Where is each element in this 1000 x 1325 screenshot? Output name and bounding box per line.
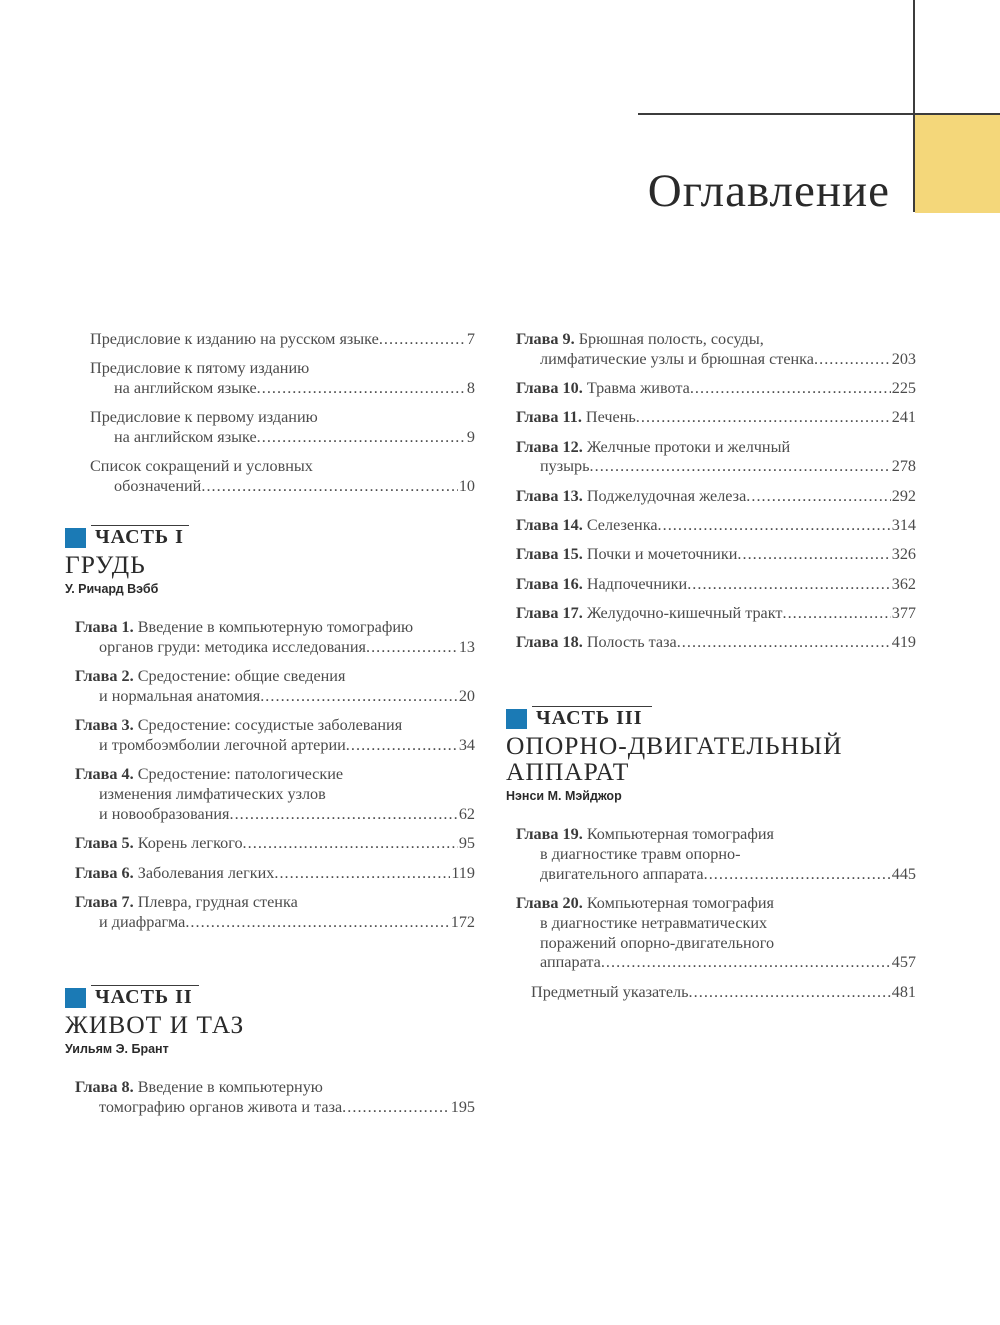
index-entry[interactable] — [506, 983, 916, 1003]
entry-title-text: Печень — [585, 408, 636, 427]
dot-leader — [346, 736, 458, 756]
entry-title-text: Надпочечники — [586, 574, 688, 593]
page-number: 203 — [891, 349, 916, 368]
entry-title-text: Заболевания легких — [137, 863, 275, 882]
page-number: 225 — [891, 379, 916, 398]
toc-line-text — [516, 408, 636, 428]
entry-title-text: Введение в компьютерную томографию — [137, 618, 414, 637]
toc-line — [531, 983, 916, 1003]
dot-leader — [260, 687, 458, 707]
entry-title-text: поражений опорно-двигательного — [540, 933, 775, 952]
page-number: 195 — [450, 1098, 475, 1117]
entry-title-text: и новообразования — [99, 804, 230, 823]
entry-title-text: Предисловие к пятому изданию — [90, 359, 310, 378]
toc-right-column — [506, 330, 916, 1012]
toc-line — [516, 604, 916, 624]
toc-line — [516, 865, 916, 885]
dot-leader — [677, 633, 891, 653]
entry-title-text: Предисловие к изданию на русском языке — [90, 330, 379, 348]
part-3-chapter-list — [506, 825, 916, 973]
dot-leader — [636, 408, 891, 428]
chapter-number: Глава 1. — [75, 618, 134, 637]
part-1 — [65, 524, 475, 932]
toc-line — [75, 638, 475, 658]
part-3-name-line-1: ОПОРНО-ДВИГАТЕЛЬНЫЙ — [506, 731, 843, 761]
chapter-entry[interactable] — [65, 834, 475, 854]
part-2-chapter-list — [65, 1078, 475, 1118]
entry-title-text: на английском языке — [114, 379, 257, 398]
part-1-author: У. Ричард Вэбб — [65, 582, 159, 597]
toc-line — [75, 805, 475, 825]
entry-title-text: Средостение: сосудистые заболевания — [137, 716, 403, 735]
toc-line — [90, 408, 475, 428]
part-1-label-row — [65, 524, 475, 550]
toc-line-text — [516, 379, 690, 399]
chapter-number: Глава 7. — [75, 892, 134, 911]
entry-title-text: Травма живота — [586, 379, 690, 398]
part-2-label: ЧАСТЬ II — [95, 986, 193, 1009]
dot-leader — [737, 545, 890, 565]
toc-line-text — [99, 1098, 342, 1118]
toc-line-text — [516, 487, 746, 507]
toc-line-text — [75, 864, 274, 884]
toc-line — [516, 934, 916, 954]
toc-line-text — [99, 736, 346, 756]
toc-line — [75, 913, 475, 933]
part-3-name — [506, 733, 916, 785]
toc-line-text — [540, 350, 814, 370]
toc-line — [516, 487, 916, 507]
dot-leader — [243, 834, 458, 854]
part-2-label-row — [65, 984, 475, 1010]
toc-line — [516, 845, 916, 865]
page-number: 278 — [891, 457, 916, 476]
toc-line-text — [540, 865, 704, 885]
page-number: 95 — [458, 834, 475, 853]
page-number: 362 — [891, 574, 916, 593]
toc-line — [90, 457, 475, 477]
toc-line-text — [114, 428, 257, 448]
chapter-number: Глава 18. — [516, 633, 583, 652]
toc-line-text — [99, 687, 260, 707]
chapter-entry[interactable] — [506, 516, 916, 536]
chapter-entry[interactable] — [65, 893, 475, 933]
preface-list — [65, 330, 475, 497]
page-title: Оглавление — [647, 165, 890, 217]
toc-line — [75, 716, 475, 736]
toc-line — [90, 428, 475, 448]
chapter-number: Глава 19. — [516, 825, 583, 844]
toc-line-text — [99, 638, 366, 658]
chapter-number: Глава 5. — [75, 834, 134, 853]
entry-title-text: Средостение: общие сведения — [137, 667, 346, 686]
entry-title-text: и нормальная анатомия — [99, 686, 261, 705]
toc-line — [75, 1078, 475, 1098]
dot-leader — [687, 575, 891, 595]
chapter-entry[interactable] — [506, 438, 916, 478]
entry-title-text: Желчные протоки и желчный — [586, 437, 791, 456]
chapter-entry[interactable] — [65, 716, 475, 756]
toc-line-text — [540, 953, 601, 973]
dot-leader — [185, 913, 449, 933]
toc-line — [75, 834, 475, 854]
toc-line — [75, 864, 475, 884]
toc-line — [75, 618, 475, 638]
toc-line — [516, 545, 916, 565]
entry-title-text: изменения лимфатических узлов — [99, 785, 326, 804]
page-number: 10 — [458, 477, 475, 496]
page-number: 172 — [450, 912, 475, 931]
dot-leader — [201, 477, 457, 497]
entry-title-text: Список сокращений и условных — [90, 457, 313, 476]
part-1-label: ЧАСТЬ I — [95, 526, 184, 549]
chapter-entry[interactable] — [506, 487, 916, 507]
page-number: 8 — [466, 379, 475, 398]
part-2 — [65, 984, 475, 1118]
part-2-chapter-list-continued — [506, 330, 916, 653]
chapter-number: Глава 8. — [75, 1078, 134, 1097]
dot-leader — [689, 983, 891, 1003]
entry-title-text: Компьютерная томография — [586, 893, 774, 912]
toc-line — [75, 687, 475, 707]
toc-line — [90, 359, 475, 379]
toc-line — [516, 408, 916, 428]
toc-line-text — [516, 575, 687, 595]
chapter-number: Глава 11. — [516, 408, 582, 427]
entry-title-text: на английском языке — [114, 428, 257, 447]
chapter-number: Глава 9. — [516, 330, 575, 348]
page-number: 20 — [458, 686, 475, 705]
dot-leader — [274, 864, 450, 884]
page-number: 314 — [891, 516, 916, 535]
page-number: 292 — [891, 486, 916, 505]
page-number: 241 — [891, 408, 916, 427]
toc-line — [90, 477, 475, 497]
chapter-number: Глава 14. — [516, 516, 583, 535]
entry-title-text: в диагностике травм опорно- — [540, 844, 741, 863]
part-2-square-marker — [65, 988, 86, 1008]
toc-line — [75, 785, 475, 805]
chapter-entry[interactable] — [506, 633, 916, 653]
entry-title-text: обозначений — [114, 477, 202, 496]
chapter-number: Глава 10. — [516, 379, 583, 398]
toc-line — [516, 350, 916, 370]
chapter-number: Глава 13. — [516, 486, 583, 505]
entry-title-text: Введение в компьютерную — [137, 1078, 323, 1097]
chapter-number: Глава 20. — [516, 893, 583, 912]
toc-line — [75, 1098, 475, 1118]
corner-color-block — [915, 115, 1000, 213]
chapter-number: Глава 17. — [516, 603, 583, 622]
entry-title-text: Плевра, грудная стенка — [137, 892, 298, 911]
toc-line — [516, 457, 916, 477]
chapter-entry[interactable] — [65, 618, 475, 658]
page-number: 62 — [458, 804, 475, 823]
dot-leader — [590, 457, 891, 477]
entry-title-text: Компьютерная томография — [586, 825, 774, 844]
entry-title-text: в диагностике нетравматических — [540, 913, 768, 932]
entry-title-text: Почки и мочеточники — [586, 545, 738, 564]
chapter-entry[interactable] — [65, 1078, 475, 1118]
preface-entry[interactable] — [65, 457, 475, 497]
chapter-number: Глава 6. — [75, 863, 134, 882]
dot-leader — [257, 379, 466, 399]
chapter-entry[interactable] — [506, 604, 916, 624]
part-2-name: ЖИВОТ И ТАЗ — [65, 1010, 245, 1040]
toc-line — [516, 330, 916, 350]
toc-line — [90, 379, 475, 399]
part-1-chapter-list — [65, 618, 475, 932]
dot-leader — [814, 350, 891, 370]
part-3-name-line-2: АППАРАТ — [506, 757, 630, 787]
toc-line-text — [75, 834, 243, 854]
entry-title-text: аппарата — [540, 953, 601, 972]
dot-leader — [229, 805, 457, 825]
toc-line — [516, 633, 916, 653]
dot-leader — [658, 516, 891, 536]
toc-line-text — [99, 913, 185, 933]
toc-line-text — [114, 477, 201, 497]
page-number: 457 — [891, 953, 916, 972]
entry-title-text: пузырь — [540, 457, 590, 476]
toc-line-text — [114, 379, 257, 399]
entry-title-text: Брюшная полость, сосуды, — [578, 330, 764, 348]
toc-line — [516, 914, 916, 934]
chapter-entry[interactable] — [506, 330, 916, 370]
chapter-number: Глава 15. — [516, 545, 583, 564]
toc-line — [90, 330, 475, 350]
chapter-entry[interactable] — [65, 667, 475, 707]
chapter-number: Глава 4. — [75, 765, 134, 784]
entry-title-text: Предметный указатель — [531, 982, 689, 1001]
chapter-number: Глава 2. — [75, 667, 134, 686]
page-number: 377 — [891, 603, 916, 622]
toc-line — [75, 765, 475, 785]
dot-leader — [366, 638, 458, 658]
chapter-number: Глава 16. — [516, 574, 583, 593]
part-2-author: Уильям Э. Брант — [65, 1042, 169, 1057]
part-3 — [506, 705, 916, 973]
toc-line — [516, 825, 916, 845]
dot-leader — [257, 428, 466, 448]
entry-title-text: двигательного аппарата — [540, 864, 704, 883]
entry-title-text: Корень легкого — [137, 834, 243, 853]
entry-title-text: Средостение: патологические — [137, 765, 344, 784]
toc-line — [516, 575, 916, 595]
dot-leader — [704, 865, 891, 885]
toc-left-column — [65, 330, 475, 1128]
dot-leader — [746, 487, 890, 507]
chapter-entry[interactable] — [506, 825, 916, 884]
entry-title-text: органов груди: методика исследования — [99, 637, 366, 656]
part-3-square-marker — [506, 709, 527, 729]
chapter-number: Глава 12. — [516, 437, 583, 456]
entry-title-text: и диафрагма — [99, 912, 186, 931]
page-number: 119 — [451, 863, 475, 882]
entry-title-text: Поджелудочная железа — [586, 486, 747, 505]
chapter-entry[interactable] — [65, 864, 475, 884]
chapter-entry[interactable] — [65, 765, 475, 824]
entry-title-text: лимфатические узлы и брюшная стенка — [540, 349, 814, 368]
part-1-name: ГРУДЬ — [65, 550, 146, 580]
chapter-entry[interactable] — [506, 894, 916, 973]
entry-title-text: и тромбоэмболии легочной артерии — [99, 736, 346, 755]
toc-line-text — [516, 545, 737, 565]
chapter-entry[interactable] — [506, 575, 916, 595]
toc-line-text — [531, 983, 689, 1003]
page-number: 445 — [891, 864, 916, 883]
toc-line-text — [90, 330, 379, 350]
page-number: 13 — [458, 637, 475, 656]
entry-title-text: Желудочно-кишечный тракт — [586, 603, 783, 622]
entry-title-text: томографию органов живота и таза — [99, 1098, 343, 1117]
dot-leader — [342, 1098, 450, 1118]
page-number: 9 — [466, 428, 475, 447]
toc-line — [75, 667, 475, 687]
preface-entry[interactable] — [65, 359, 475, 399]
dot-leader — [690, 379, 891, 399]
chapter-number: Глава 3. — [75, 716, 134, 735]
toc-line — [75, 893, 475, 913]
page-number: 34 — [458, 736, 475, 755]
chapter-entry[interactable] — [506, 408, 916, 428]
entry-title-text: Предисловие к первому изданию — [90, 408, 318, 427]
part-3-label: ЧАСТЬ III — [536, 707, 643, 730]
page-number: 481 — [891, 982, 916, 1001]
dot-leader — [782, 604, 890, 624]
entry-title-text: Селезенка — [586, 516, 658, 535]
toc-line — [516, 438, 916, 458]
preface-entry[interactable] — [65, 408, 475, 448]
page-number: 7 — [466, 330, 475, 348]
chapter-entry[interactable] — [506, 379, 916, 399]
toc-line — [516, 379, 916, 399]
dot-leader — [601, 953, 891, 973]
part-3-label-row — [506, 705, 916, 731]
toc-line-text — [540, 457, 590, 477]
toc-line — [516, 516, 916, 536]
part-3-author: Нэнси М. Мэйджор — [506, 789, 622, 804]
toc-line-text — [99, 805, 229, 825]
page-number: 419 — [891, 633, 916, 652]
toc-line-text — [516, 516, 658, 536]
dot-leader — [379, 330, 466, 350]
part-1-square-marker — [65, 528, 86, 548]
toc-line — [75, 736, 475, 756]
toc-line-text — [516, 633, 677, 653]
index-entry-wrap — [506, 983, 916, 1003]
entry-title-text: Полость таза — [586, 633, 677, 652]
toc-line — [516, 953, 916, 973]
toc-line — [516, 894, 916, 914]
page-number: 326 — [891, 545, 916, 564]
preface-entry[interactable] — [65, 330, 475, 350]
toc-line-text — [516, 604, 782, 624]
chapter-entry[interactable] — [506, 545, 916, 565]
